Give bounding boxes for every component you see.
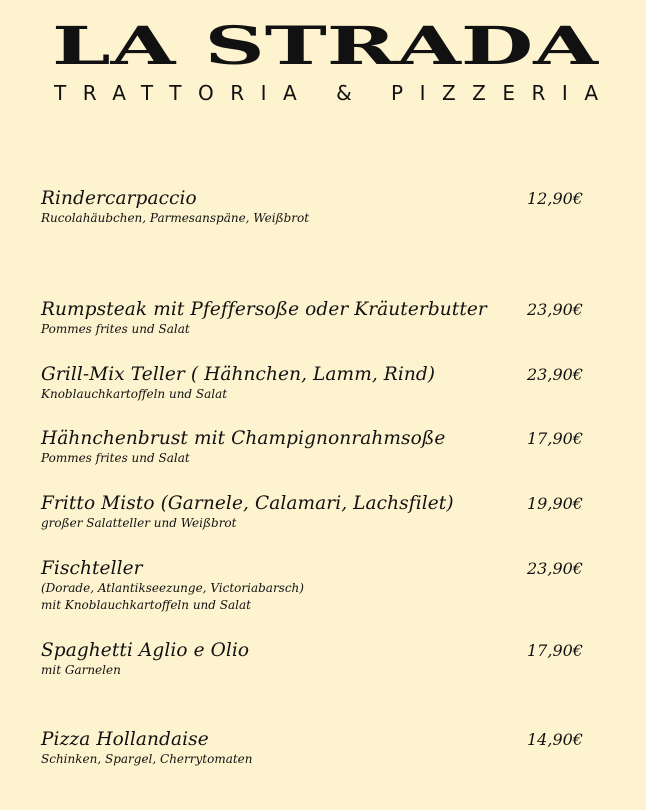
dish-name: Fritto Misto (Garnele, Calamari, Lachsfilet)	[41, 493, 454, 514]
logo-title	[52, 14, 600, 74]
dish-description: mit Garnelen	[41, 663, 121, 677]
dish-description: Schinken, Spargel, Cherrytomaten	[41, 752, 253, 766]
dish-price: 17,90€	[527, 429, 583, 448]
dish-description: Knoblauchkartoffeln und Salat	[41, 387, 228, 401]
svg-text:TRATTORIA & PIZZERIA: TRATTORIA & PIZZERIA	[54, 81, 599, 104]
logo-subtitle	[54, 80, 600, 104]
menu-item	[41, 188, 601, 227]
dish-price: 23,90€	[527, 300, 583, 319]
menu-item	[41, 493, 601, 532]
dish-price: 14,90€	[527, 730, 583, 749]
dish-price: 19,90€	[527, 494, 583, 513]
dish-name: Grill-Mix Teller ( Hähnchen, Lamm, Rind)	[41, 364, 436, 385]
dish-description: Pommes frites und Salat	[41, 451, 190, 465]
menu-item	[41, 558, 601, 614]
dish-name: Rumpsteak mit Pfeffersoße oder Kräuterbutter	[41, 299, 487, 320]
dish-name: Fischteller	[41, 558, 143, 579]
dish-price: 23,90€	[527, 559, 583, 578]
dish-price: 17,90€	[527, 641, 583, 660]
dish-description: (Dorade, Atlantikseezunge, Victoriabarsch) mit Knoblauchkartoffeln und Salat	[41, 581, 304, 612]
dish-description: Rucolahäubchen, Parmesanspäne, Weißbrot	[41, 211, 310, 225]
restaurant-logo	[52, 14, 600, 104]
dish-description: Pommes frites und Salat	[41, 322, 190, 336]
menu-item	[41, 640, 601, 679]
menu-item	[41, 428, 601, 467]
dish-name: Spaghetti Aglio e Olio	[41, 640, 250, 661]
menu-item	[41, 729, 601, 768]
dish-price: 12,90€	[527, 189, 583, 208]
dish-price: 23,90€	[527, 365, 583, 384]
menu-item	[41, 299, 601, 338]
dish-description: großer Salatteller und Weißbrot	[41, 516, 237, 530]
menu-item	[41, 364, 601, 403]
dish-name: Hähnchenbrust mit Champignonrahmsoße	[41, 428, 446, 449]
svg-text:LA STRADA: LA STRADA	[52, 16, 600, 74]
dish-name: Rindercarpaccio	[41, 188, 197, 209]
dish-name: Pizza Hollandaise	[41, 729, 209, 750]
